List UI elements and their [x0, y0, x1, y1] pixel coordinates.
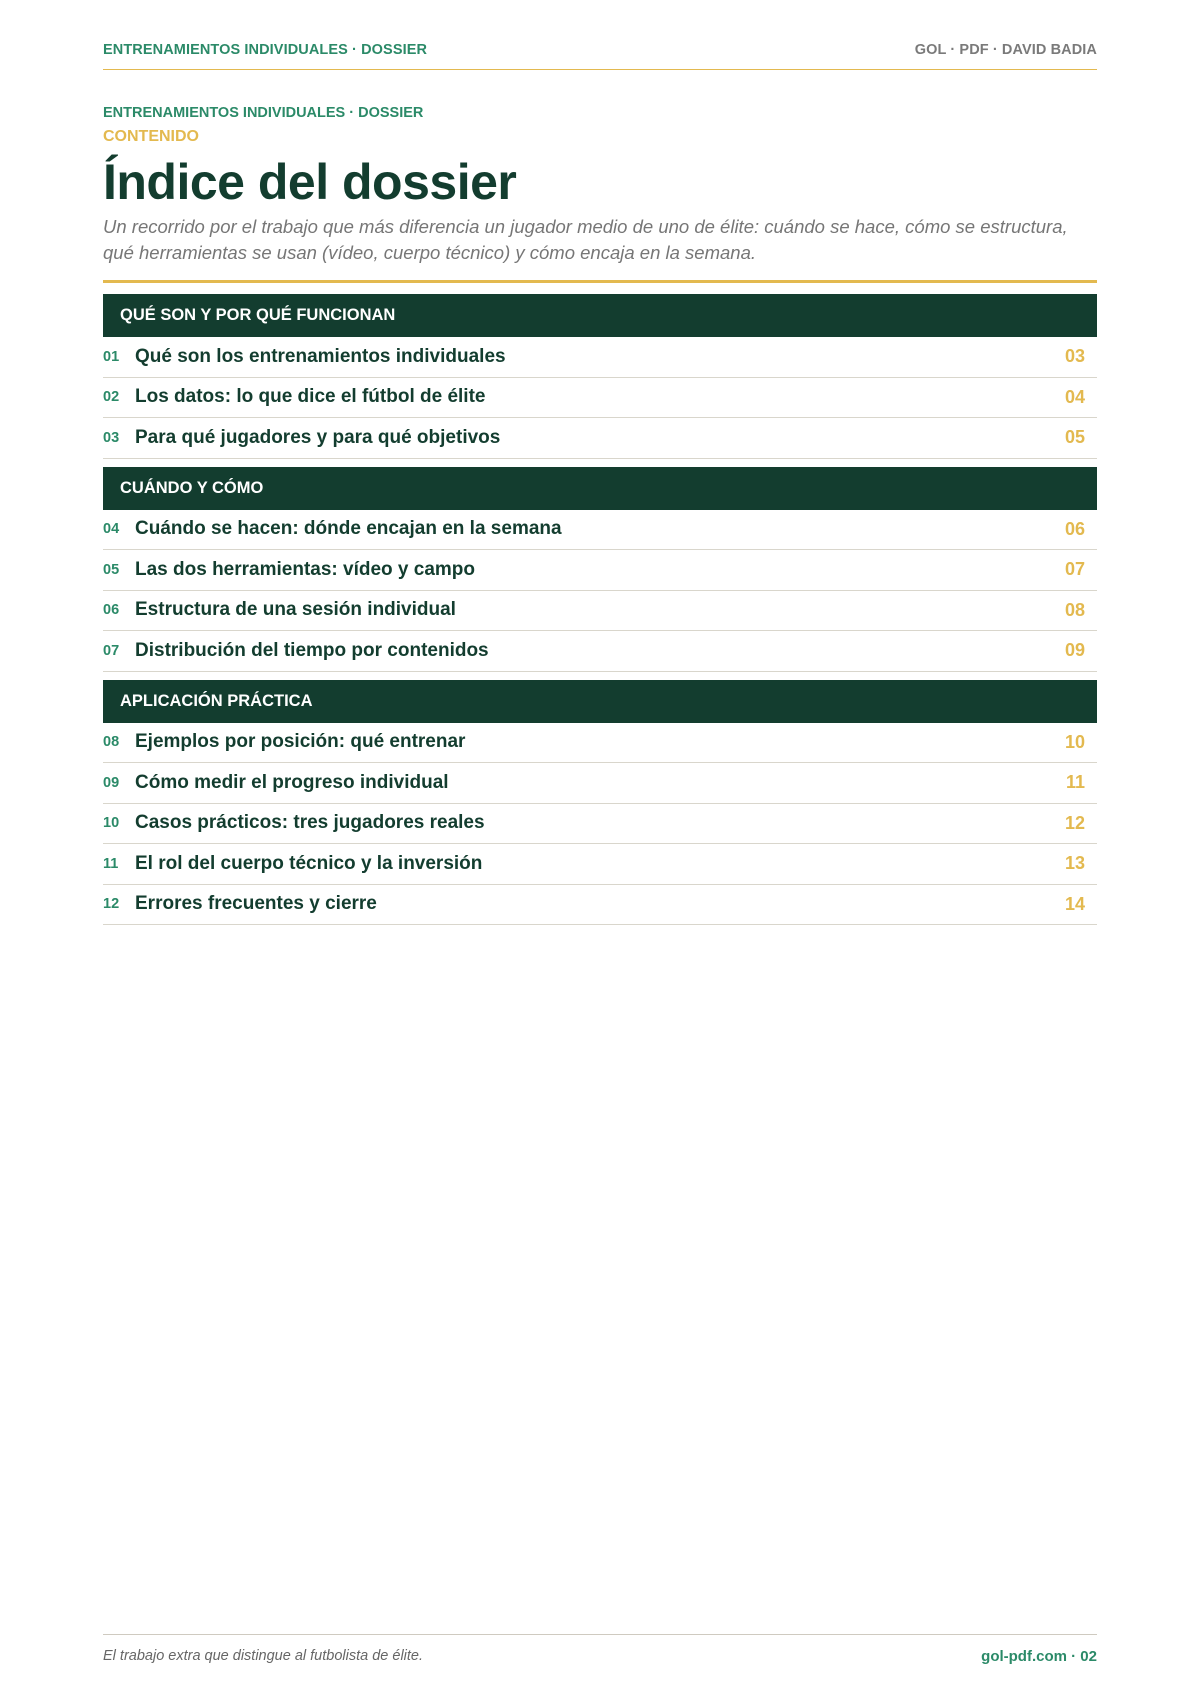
toc-entry[interactable]: [103, 510, 1097, 551]
toc-entry[interactable]: [103, 631, 1097, 672]
toc-entry-title: Casos prácticos: tres jugadores reales: [135, 812, 485, 834]
section-label: CONTENIDO: [103, 128, 199, 145]
toc-entry[interactable]: [103, 378, 1097, 419]
toc-entry-title: Las dos herramientas: vídeo y campo: [135, 558, 476, 580]
toc-entry-page: 12: [1064, 812, 1085, 833]
toc-entry-number: 01: [103, 348, 120, 365]
toc-entry-title: El rol del cuerpo técnico y la inversión: [135, 852, 483, 874]
toc-entry[interactable]: [103, 885, 1097, 926]
toc-entry-number: 02: [103, 389, 120, 406]
toc-entry-title: Cómo medir el progreso individual: [135, 771, 449, 793]
toc-entry-title: Errores frecuentes y cierre: [135, 893, 377, 915]
toc-entry-title: Estructura de una sesión individual: [135, 599, 456, 621]
toc-group: [103, 467, 1097, 672]
toc-entry-number: 09: [103, 774, 120, 791]
toc-entry-page: 07: [1064, 559, 1085, 580]
toc-group-header: CUÁNDO Y CÓMO: [103, 467, 1097, 510]
toc-entry-number: 10: [103, 815, 120, 832]
toc-entry-page: 11: [1065, 772, 1085, 793]
toc-entry-number: 06: [103, 602, 120, 619]
toc-entry-title: Los datos: lo que dice el fútbol de élite: [135, 386, 486, 408]
toc-entry[interactable]: [103, 418, 1097, 459]
toc-entry-number: 04: [103, 521, 120, 538]
toc-entry[interactable]: [103, 844, 1097, 885]
toc-entry-title: Cuándo se hacen: dónde encajan en la semana: [135, 518, 562, 540]
toc-group-header: QUÉ SON Y POR QUÉ FUNCIONAN: [103, 294, 1097, 337]
toc-entry-page: 13: [1064, 853, 1085, 874]
footer-page-ref: gol-pdf.com · 02: [981, 1648, 1097, 1665]
toc-entry-number: 11: [103, 855, 119, 872]
toc-entry-title: Para qué jugadores y para qué objetivos: [135, 426, 501, 448]
toc-entry-page: 06: [1064, 518, 1085, 539]
running-header: [103, 42, 1097, 70]
header-brand: GOL · PDF · DAVID BADIA: [914, 42, 1097, 58]
toc-group: [103, 294, 1097, 459]
page-subtitle: Un recorrido por el trabajo que más diferencia un jugador medio de uno de élite: cuándo se hace, cómo se estructura, qué herramientas se usan (vídeo, cuerpo técnico) y cómo encaja en la semana.: [103, 214, 1097, 283]
toc-entry-page: 05: [1064, 427, 1085, 448]
table-of-contents: [103, 294, 1097, 925]
footer-tagline: El trabajo extra que distingue al futbolista de élite.: [103, 1648, 424, 1664]
toc-entry-number: 12: [103, 896, 120, 913]
toc-group: [103, 680, 1097, 926]
toc-entry-page: 14: [1064, 893, 1085, 914]
toc-entry-title: Distribución del tiempo por contenidos: [135, 639, 489, 661]
toc-entry-page: 09: [1064, 640, 1085, 661]
toc-entry-page: 10: [1064, 731, 1085, 752]
page-content: [103, 104, 1097, 925]
toc-entry[interactable]: [103, 723, 1097, 764]
toc-entry-page: 04: [1064, 386, 1085, 407]
toc-entry[interactable]: [103, 804, 1097, 845]
page-title: Índice del dossier: [103, 154, 517, 210]
toc-entry[interactable]: [103, 337, 1097, 378]
toc-entry-number: 03: [103, 429, 120, 446]
toc-group-header: APLICACIÓN PRÁCTICA: [103, 680, 1097, 723]
toc-entry[interactable]: [103, 550, 1097, 591]
toc-entry[interactable]: [103, 591, 1097, 632]
page-footer: [103, 1634, 1097, 1665]
toc-entry-page: 08: [1064, 599, 1085, 620]
toc-entry-number: 07: [103, 642, 120, 659]
toc-entry-title: Qué son los entrenamientos individuales: [135, 345, 506, 367]
toc-entry-number: 08: [103, 734, 120, 751]
toc-entry[interactable]: [103, 763, 1097, 804]
toc-entry-number: 05: [103, 561, 120, 578]
kicker: ENTRENAMIENTOS INDIVIDUALES · DOSSIER: [103, 105, 424, 121]
header-doc-title: ENTRENAMIENTOS INDIVIDUALES · DOSSIER: [103, 42, 428, 58]
toc-entry-page: 03: [1064, 346, 1085, 367]
toc-entry-title: Ejemplos por posición: qué entrenar: [135, 731, 466, 753]
